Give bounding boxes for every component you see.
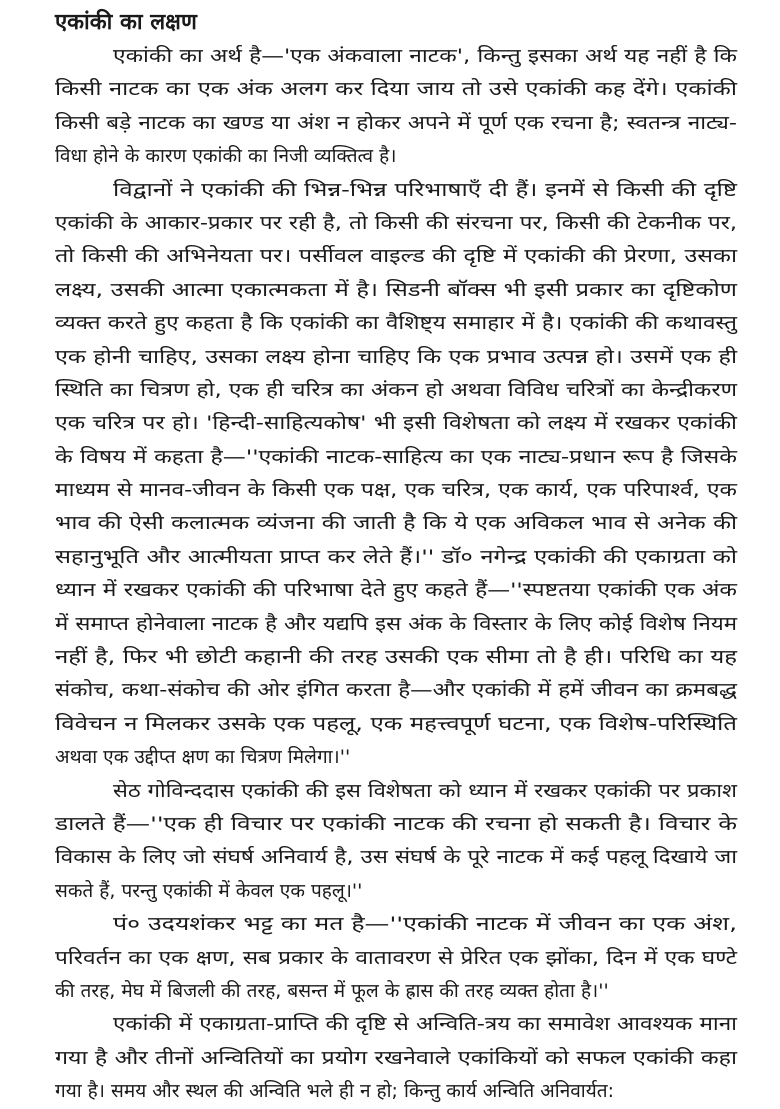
text-line-content: स्थिति का चित्रण हो, एक ही चरित्र का अंकन हो अथवा विविध चरित्रों का केन्द्रीकरण — [55, 378, 737, 401]
text-line-content: विकास के लिए जो संघर्ष अनिवार्य है, उस संघर्ष के पूरे नाटक में कई पहलू दिखाये जा — [55, 846, 737, 869]
text-line — [55, 808, 737, 841]
text-line — [55, 708, 737, 741]
text-line-content: लक्ष्य, उसकी आत्मा एकात्मकता में है। सिडनी बॉक्स भी इसी प्रकार का दृष्टिकोण — [55, 278, 737, 301]
text-line — [55, 107, 737, 140]
text-line — [55, 341, 737, 374]
text-line-content: किसी नाटक का एक अंक अलग कर दिया जाय तो उसे एकांकी कह देंगे। एकांकी — [55, 78, 737, 101]
text-line-content: एक होनी चाहिए, उसका लक्ष्य होना चाहिए कि एक प्रभाव उत्पन्न हो। उसमें एक ही — [55, 345, 737, 368]
text-line-content: एकांकी का अर्थ है—'एक अंकवाला नाटक', किन्तु इसका अर्थ यह नहीं है कि — [113, 45, 737, 67]
text-line — [55, 1042, 737, 1075]
text-line-content: डालते हैं—''एक ही विचार पर एकांकी नाटक की रचना हो सकती है। विचार के — [55, 812, 737, 835]
text-line-content: अथवा एक उद्दीप्त क्षण का चित्रण मिलेगा।'' — [55, 746, 351, 769]
text-line — [55, 1075, 737, 1108]
text-line-content: परिवर्तन का एक क्षण, सब प्रकार के वातावरण से प्रेरित एक झोंका, दिन में एक घण्टे — [55, 946, 737, 969]
paragraph — [55, 40, 737, 174]
text-line — [55, 307, 737, 340]
text-line — [55, 841, 737, 874]
text-line-content: एक चरित्र पर हो। 'हिन्दी-साहित्यकोष' भी इसी विशेषता को लक्ष्य में रखकर एकांकी — [55, 412, 737, 435]
text-line — [55, 374, 737, 407]
text-line — [55, 908, 737, 941]
text-line — [55, 140, 737, 173]
text-line-content: माध्यम से मानव-जीवन के किसी एक पक्ष, एक चरित्र, एक कार्य, एक परिपार्श्व, एक — [55, 479, 737, 502]
text-line — [55, 875, 737, 908]
text-line-content: एकांकी के आकार-प्रकार पर रही है, तो किसी की संरचना पर, किसी की टेकनीक पर, — [55, 211, 737, 234]
text-line-content: ध्यान में रखकर एकांकी की परिभाषा देते हुए कहते हैं—''स्पष्टतया एकांकी एक अंक — [55, 579, 737, 602]
text-line — [55, 40, 737, 73]
text-line — [55, 73, 737, 106]
paragraph — [55, 1008, 737, 1108]
text-line — [55, 174, 737, 207]
text-line — [55, 775, 737, 808]
text-line-content: किसी बड़े नाटक का खण्ड या अंश न होकर अपने में पूर्ण एक रचना है; स्वतन्त्र नाट्य- — [55, 111, 737, 134]
text-line-content: व्यक्त करते हुए कहता है कि एकांकी का वैशिष्ट्य समाहार में है। एकांकी की कथावस्तु — [55, 312, 737, 335]
text-line — [55, 240, 737, 273]
text-line-content: विवेचन न मिलकर उसके एक पहलू, एक महत्त्वपूर्ण घटना, एक विशेष-परिस्थिति — [55, 712, 737, 735]
text-line-content: गया है और तीनों अन्वितियों का प्रयोग रखनेवाले एकांकियों को सफल एकांकी कहा — [55, 1046, 737, 1069]
paragraph — [55, 908, 737, 1008]
text-line-content: संकोच, कथा-संकोच की ओर इंगित करता है—और एकांकी में हमें जीवन का क्रमबद्ध — [55, 679, 737, 702]
text-line — [55, 407, 737, 440]
document-page — [55, 6, 737, 1109]
section-heading: एकांकी का लक्षण — [55, 10, 197, 35]
paragraph — [55, 775, 737, 909]
text-line-content: सेठ गोविन्ददास एकांकी की इस विशेषता को ध्यान में रखकर एकांकी पर प्रकाश — [113, 779, 737, 802]
paragraph — [55, 174, 737, 775]
text-line-content: तो किसी की अभिनेयता पर। पर्सीवल वाइल्ड की दृष्टि में एकांकी की प्रेरणा, उसका — [55, 245, 737, 268]
text-line-content: गया है। समय और स्थल की अन्विति भले ही न हो; किन्तु कार्य अन्विति अनिवार्यत: — [55, 1080, 614, 1103]
text-line — [55, 674, 737, 707]
text-line — [55, 975, 737, 1008]
text-line-content: में समाप्त होनेवाला नाटक है और यद्यपि इस अंक के विस्तार के लिए कोई विशेष नियम — [55, 612, 737, 635]
text-line-content: सहानुभूति और आत्मीयता प्राप्त कर लेते हैं।'' डॉ० नगेन्द्र एकांकी की एकाग्रता को — [55, 545, 737, 568]
text-line — [55, 608, 737, 641]
text-line — [55, 274, 737, 307]
text-line — [55, 507, 737, 540]
text-line — [55, 441, 737, 474]
text-line — [55, 574, 737, 607]
text-line-content: के विषय में कहता है—''एकांकी नाटक-साहित्य का एक नाट्य-प्रधान रूप है जिसके — [55, 445, 737, 468]
text-line — [55, 641, 737, 674]
text-line-content: भाव की ऐसी कलात्मक व्यंजना की जाती है कि ये एक अविकल भाव से अनेक की — [55, 512, 737, 535]
text-line-content: पं० उदयशंकर भट्ट का मत है—''एकांकी नाटक में जीवन का एक अंश, — [113, 913, 737, 936]
text-line — [55, 207, 737, 240]
text-line-content: सकते हैं, परन्तु एकांकी में केवल एक पहलू।'' — [55, 879, 363, 902]
text-line-content: की तरह, मेघ में बिजली की तरह, बसन्त में फूल के ह्रास की तरह व्यक्त होता है।'' — [55, 979, 609, 1002]
text-line — [55, 942, 737, 975]
text-line — [55, 1008, 737, 1041]
text-line-content: नहीं है, फिर भी छोटी कहानी की तरह उसकी एक सीमा तो है ही। परिधि का यह — [55, 646, 737, 669]
text-line — [55, 541, 737, 574]
text-line-content: एकांकी में एकाग्रता-प्राप्ति की दृष्टि से अन्विति-त्रय का समावेश आवश्यक माना — [113, 1013, 737, 1036]
document-body — [55, 40, 737, 1109]
text-line-content: विद्वानों ने एकांकी की भिन्न-भिन्न परिभाषाएँ दी हैं। इनमें से किसी की दृष्टि — [113, 178, 737, 201]
text-line — [55, 474, 737, 507]
text-line — [55, 741, 737, 774]
text-line-content: विधा होने के कारण एकांकी का निजी व्यक्तित्व है। — [55, 145, 397, 168]
